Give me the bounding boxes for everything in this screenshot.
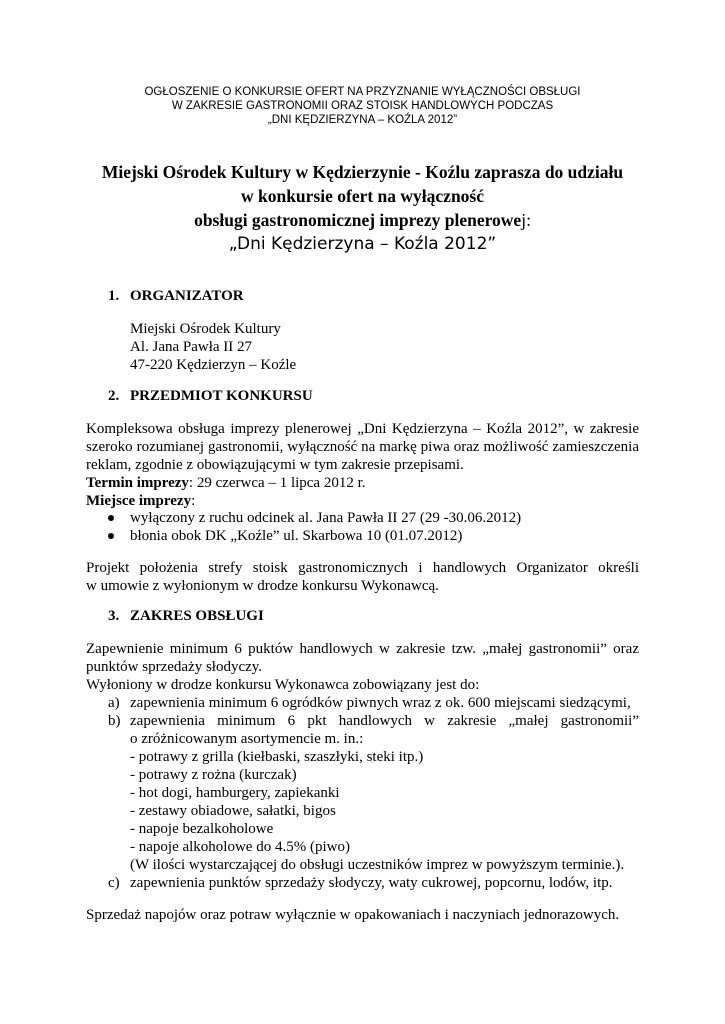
- term-value: : 29 czerwca – 1 lipca 2012 r.: [188, 475, 366, 491]
- place-colon: :: [191, 493, 196, 509]
- title-line-2: w konkursie ofert na wyłączność: [240, 186, 485, 206]
- item-a-marker: a): [108, 695, 120, 711]
- item-b-line-2: - potrawy z grilla (kiełbaski, szaszłyki, steki itp.): [130, 749, 424, 765]
- title-line-3: [0, 208, 725, 232]
- item-c-marker: c): [108, 875, 120, 891]
- place-line: [86, 492, 195, 510]
- term-label: Termin imprezy: [86, 475, 189, 491]
- section-2-para-1-line-1: Kompleksowa obsługa imprezy plenerowej „Dni Kędzierzyna – Koźla 2012”, w zakresie: [86, 421, 639, 437]
- item-c-text: zapewnienia punktów sprzedaży słodyczy, waty cukrowej, popcornu, lodów, itp.: [130, 875, 613, 891]
- place-label: Miejsce imprezy: [86, 493, 192, 509]
- section-2-heading: [108, 387, 313, 405]
- event-name: „Dni Kędzierzyna – Koźla 2012”: [228, 234, 497, 254]
- address-line-1: Miejski Ośrodek Kultury: [130, 321, 281, 337]
- bullet-dot-2: [108, 533, 114, 539]
- section-2-para-2-line-1: Projekt położenia strefy stoisk gastronomicznych i handlowych Organizator określi: [86, 560, 639, 576]
- section-2-para-2-line-2: w umowie z wyłonionym w drodze konkursu Wykonawcą.: [86, 578, 439, 594]
- item-b-line-6: - napoje bezalkoholowe: [130, 821, 274, 837]
- title-line-3-bold: obsługi gastronomicznej imprezy plenerowe: [194, 210, 522, 230]
- item-b-line-5: - zestawy obiadowe, sałatki, bigos: [130, 803, 336, 819]
- item-a-text: zapewnienia minimum 6 ogródków piwnych wraz z ok. 600 miejscami siedzącymi,: [130, 695, 631, 711]
- section-2-title: PRZEDMIOT KONKURSU: [130, 388, 313, 404]
- item-b-line-1: o zróżnicowanym asortymencie m. in.:: [130, 731, 364, 747]
- place-item-1: wyłączony z ruchu odcinek al. Jana Pawła II 27 (29 -30.06.2012): [130, 510, 522, 526]
- section-2-para-1-line-3: reklam, zgodnie z obowiązującymi w tym zakresie przepisami.: [86, 457, 464, 473]
- title-line-1: Miejski Ośrodek Kultury w Kędzierzynie - Koźlu zaprasza do udziału: [101, 162, 624, 182]
- section-1-heading: [108, 287, 244, 305]
- section-1-title: ORGANIZATOR: [130, 288, 244, 304]
- item-b-line-7: - napoje alkoholowe do 4.5% (piwo): [130, 839, 350, 855]
- section-3-closing: Sprzedaż napojów oraz potraw wyłącznie w opakowaniach i naczyniach jednorazowych.: [86, 907, 620, 923]
- title-line-3-tail: j:: [521, 210, 531, 230]
- item-b-line-3: - potrawy z rożna (kurczak): [130, 767, 297, 783]
- item-b-line-4: - hot dogi, hamburgery, zapiekanki: [130, 785, 340, 801]
- term-line: [86, 474, 366, 492]
- item-b-line-8: (W ilości wystarczającej do obsługi uczestników imprez w powyższym terminie.).: [130, 857, 625, 873]
- section-3-intro: Wyłoniony w drodze konkursu Wykonawca zobowiązany jest do:: [86, 677, 480, 693]
- header-line-2: W ZAKRESIE GASTRONOMII ORAZ STOISK HANDLOWYCH PODCZAS: [171, 100, 554, 112]
- place-item-2: błonia obok DK „Koźle” ul. Skarbowa 10 (01.07.2012): [130, 528, 463, 544]
- bullet-dot-1: [108, 515, 114, 521]
- header-line-1: OGŁOSZENIE O KONKURSIE OFERT NA PRZYZNANIE WYŁĄCZNOŚCI OBSŁUGI: [144, 86, 581, 98]
- section-3-para-1-line-2: punktów sprzedaży słodyczy.: [86, 659, 263, 675]
- item-b-marker: b): [108, 713, 121, 729]
- section-3-para-1-line-1: Zapewnienie minimum 6 puktów handlowych w zakresie tzw. „małej gastronomii” oraz: [86, 641, 639, 657]
- section-1-number: 1.: [108, 288, 120, 304]
- section-3-heading: [108, 607, 264, 625]
- item-b-text: zapewnienia minimum 6 pkt handlowych w zakresie „małej gastronomii”: [130, 713, 639, 729]
- section-3-title: ZAKRES OBSŁUGI: [130, 608, 264, 624]
- address-line-2: Al. Jana Pawła II 27: [130, 339, 253, 355]
- section-2-number: 2.: [108, 388, 120, 404]
- address-line-3: 47-220 Kędzierzyn – Koźle: [130, 357, 297, 373]
- section-3-number: 3.: [108, 608, 120, 624]
- header-line-3: „DNI KĘDZIERZYNA – KOŹLA 2012”: [267, 114, 458, 126]
- section-2-para-1-line-2: szeroko rozumianej gastronomii, wyłączność na markę piwa oraz możliwość zamieszczenia: [86, 439, 639, 455]
